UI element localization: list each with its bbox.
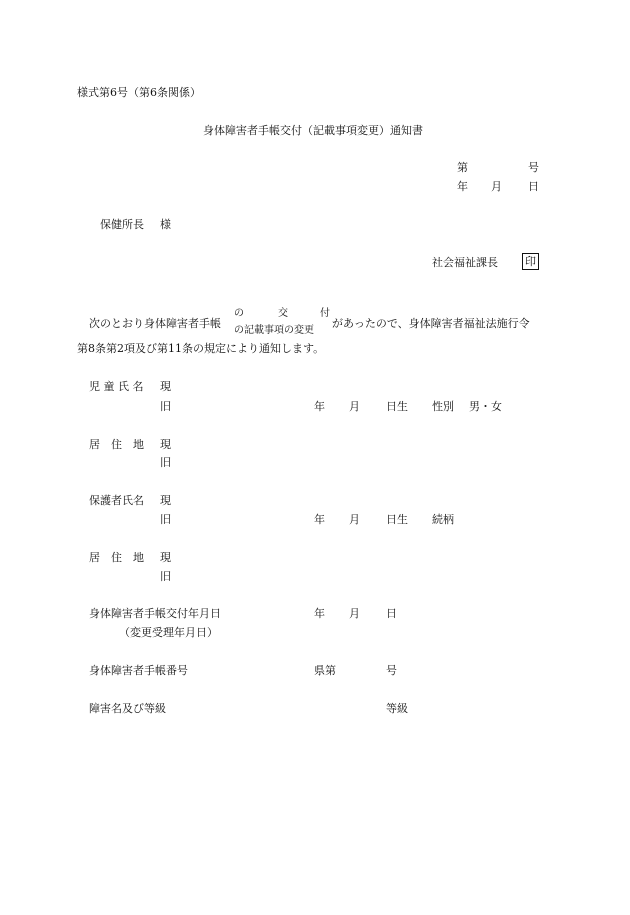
sender-name: 社会福祉課長 <box>432 256 498 269</box>
child-birth-year: 年 <box>314 400 325 413</box>
body-line2: 第8条第2項及び第11条の規定により通知します。 <box>77 342 325 355</box>
child-name-label: 児 童 氏 名 <box>89 380 144 393</box>
body-alt-ko: 交 <box>278 308 288 319</box>
residence2-current: 現 <box>160 551 171 564</box>
guardian-name-label: 保護者氏名 <box>89 494 144 507</box>
residence2-old: 旧 <box>160 570 171 583</box>
guardian-birth-day: 日生 <box>386 513 408 526</box>
document-title: 身体障害者手帳交付（記載事項変更）通知書 <box>203 124 423 137</box>
body-alt-no: の <box>234 308 244 319</box>
residence2-label: 居 住 地 <box>89 551 144 564</box>
handbook-number-suffix: 号 <box>386 664 397 677</box>
child-name-current: 現 <box>160 380 171 393</box>
body-line1-pre: 次のとおり身体障害者手帳 <box>89 317 221 330</box>
child-name-old: 旧 <box>160 400 171 413</box>
residence1-label: 居 住 地 <box>89 438 144 451</box>
guardian-name-old: 旧 <box>160 513 171 526</box>
child-sex-values: 男・女 <box>469 400 502 413</box>
seal-mark: 印 <box>522 253 539 270</box>
residence1-current: 現 <box>160 438 171 451</box>
addressee-honorific: 様 <box>160 218 171 231</box>
child-sex-label: 性別 <box>432 400 454 413</box>
disability-label: 障害名及び等級 <box>89 702 166 715</box>
guardian-birth-year: 年 <box>314 513 325 526</box>
issue-date-label: 身体障害者手帳交付年月日 <box>89 607 221 620</box>
body-alt-bottom: の記載事項の変更 <box>234 325 314 336</box>
doc-number-dai: 第 <box>457 161 468 174</box>
body-alt-fu: 付 <box>320 308 330 319</box>
date-year: 年 <box>457 180 468 193</box>
date-day: 日 <box>528 180 539 193</box>
guardian-name-current: 現 <box>160 494 171 507</box>
form-number: 様式第6号（第6条関係） <box>77 86 201 99</box>
child-birth-month: 月 <box>349 400 360 413</box>
issue-date-sub-label: （変更受理年月日） <box>119 626 218 639</box>
residence1-old: 旧 <box>160 456 171 469</box>
issue-date-month: 月 <box>349 607 360 620</box>
child-birth-day: 日生 <box>386 400 408 413</box>
addressee-name: 保健所長 <box>100 218 144 231</box>
disability-grade: 等級 <box>386 702 408 715</box>
handbook-number-prefix: 県第 <box>314 664 336 677</box>
handbook-number-label: 身体障害者手帳番号 <box>89 664 188 677</box>
guardian-birth-month: 月 <box>349 513 360 526</box>
body-line1-post: があったので、身体障害者福祉法施行令 <box>332 317 530 330</box>
guardian-relation: 続柄 <box>432 513 454 526</box>
issue-date-year: 年 <box>314 607 325 620</box>
date-month: 月 <box>491 180 502 193</box>
issue-date-day: 日 <box>386 607 397 620</box>
doc-number-go: 号 <box>528 161 539 174</box>
